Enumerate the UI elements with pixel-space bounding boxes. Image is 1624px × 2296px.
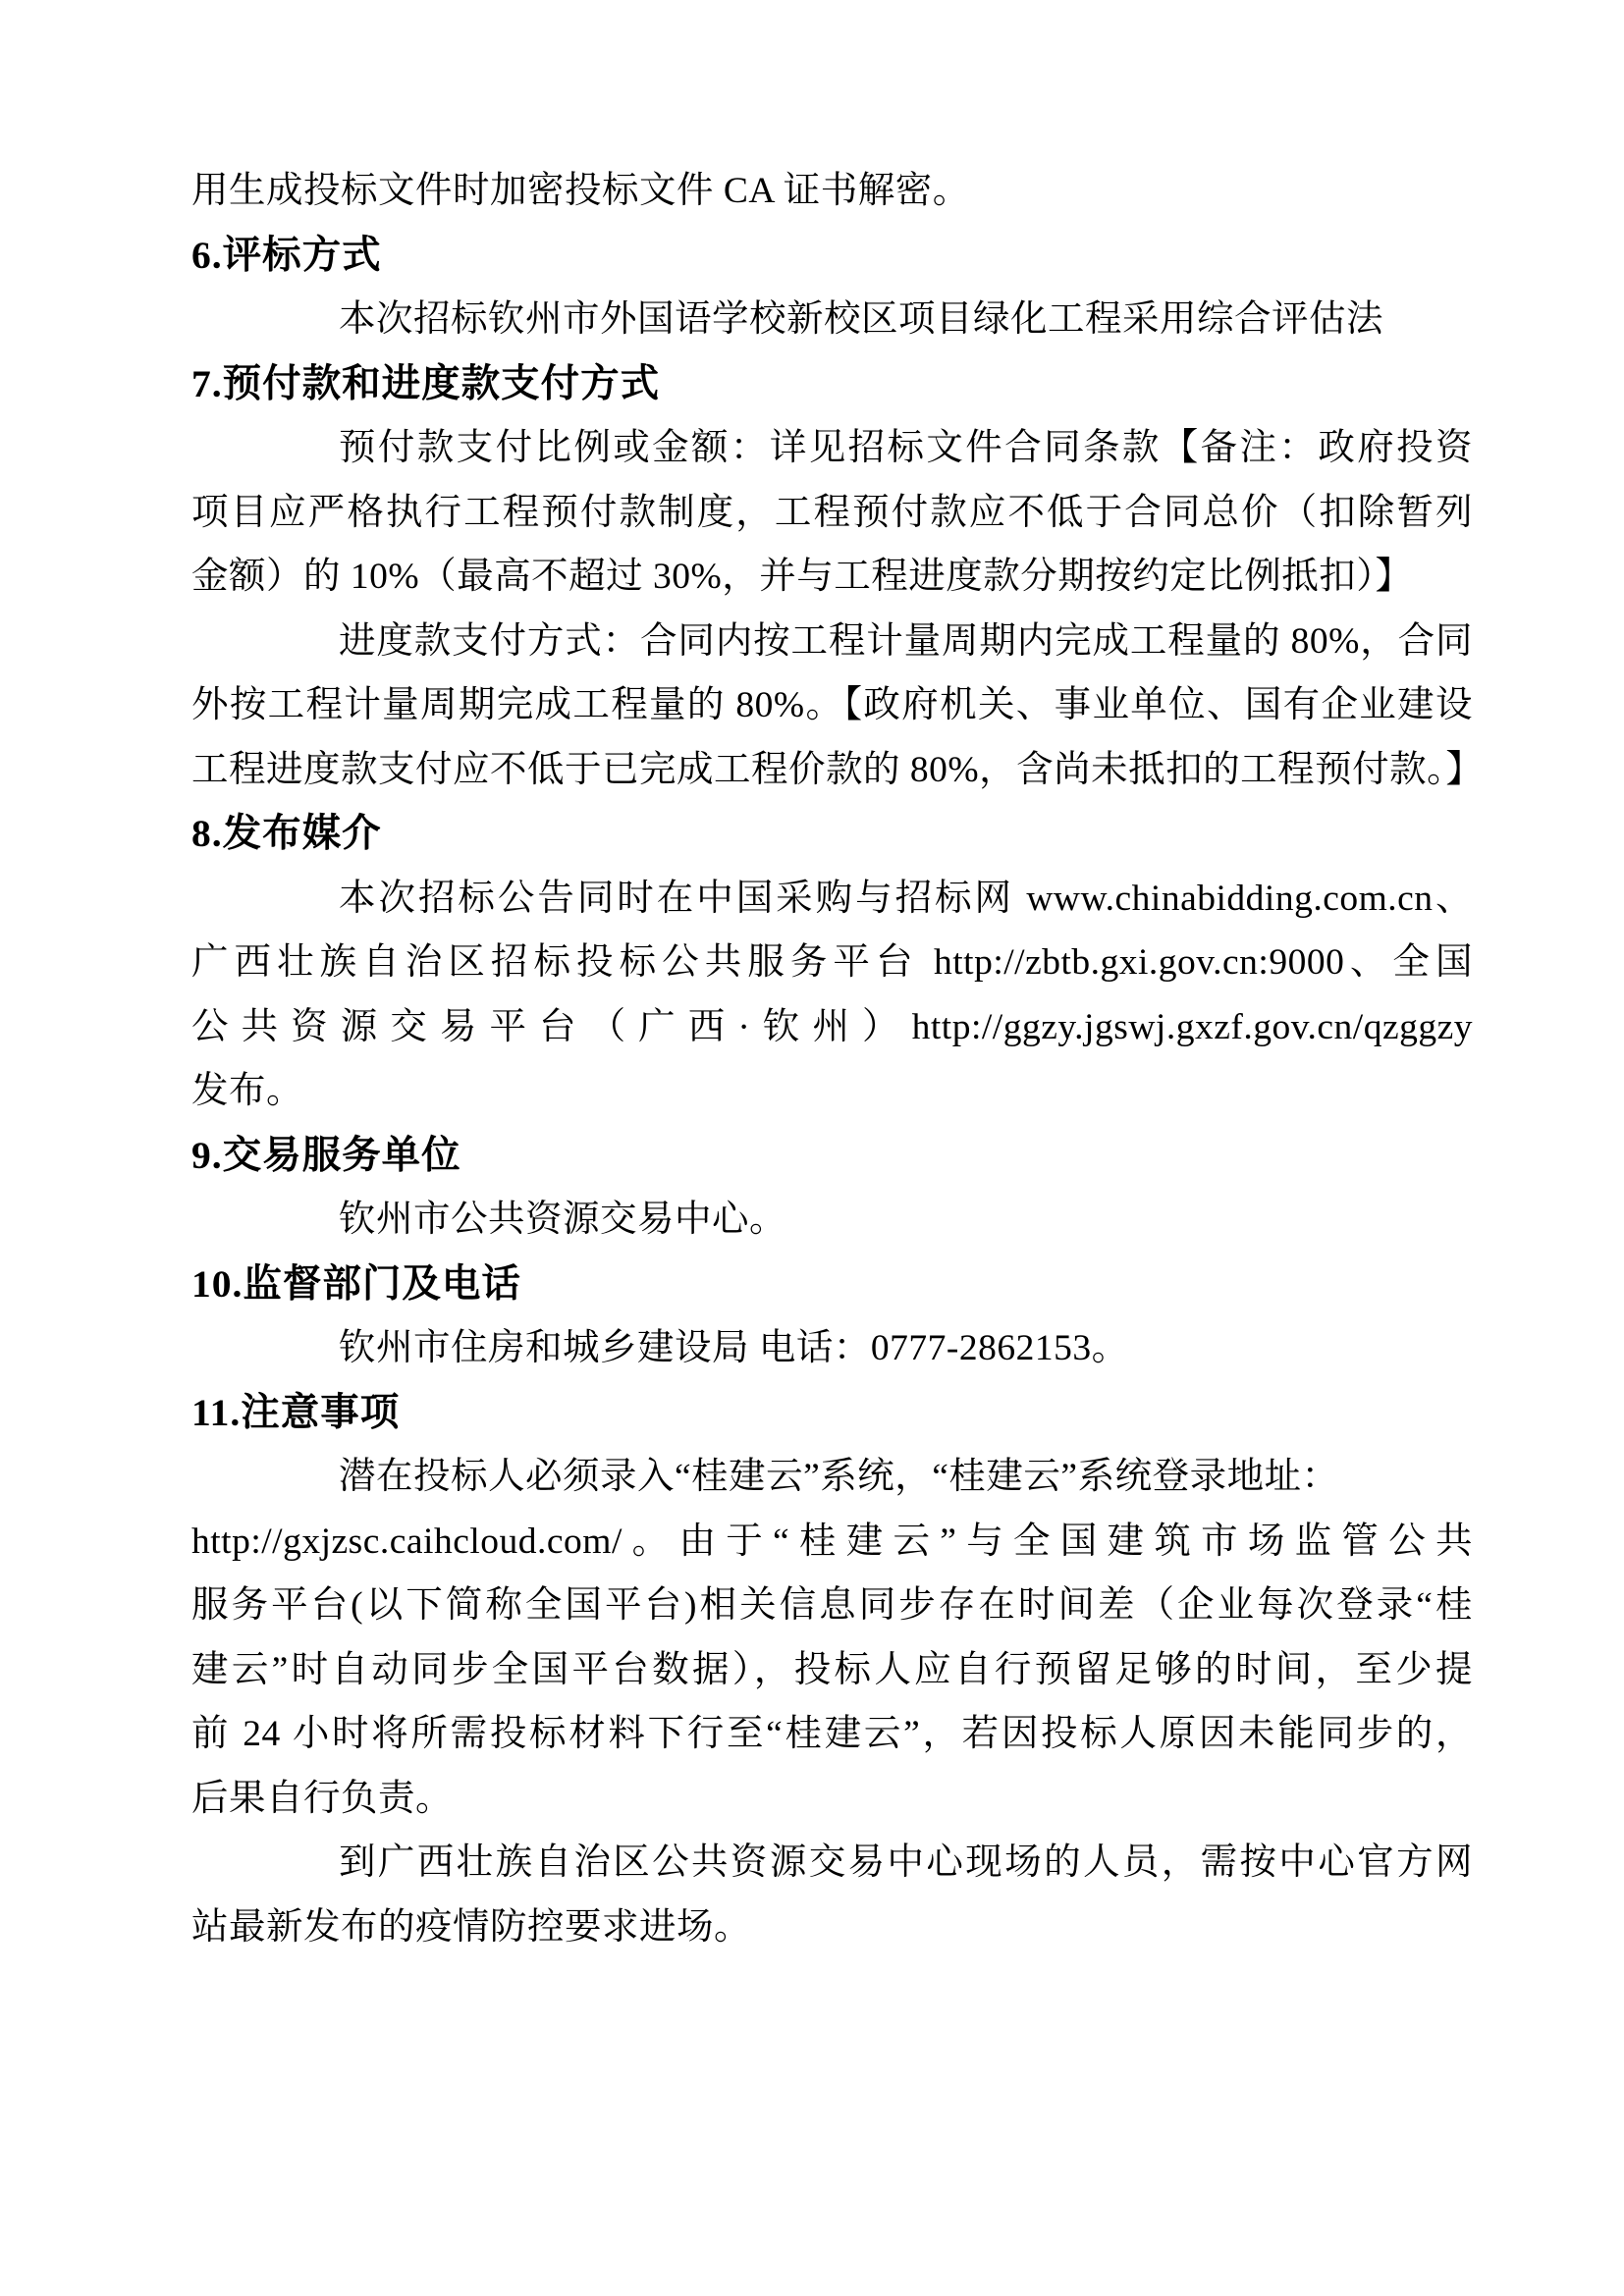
section-heading: 6.评标方式 [191, 233, 382, 277]
body-text-line: 后果自行负责。 [191, 1778, 453, 1819]
body-text-line: 用生成投标文件时加密投标文件 CA 证书解密。 [191, 171, 970, 211]
body-text-line: 金额）的 10%（最高不超过 30%，并与工程进度款分期按约定比例抵扣）】 [191, 557, 1413, 597]
document-content [191, 159, 1484, 1959]
body-text-line: 进度款支付方式：合同内按工程计量周期内完成工程量的 80%，合同 [339, 620, 1473, 662]
body-text-line: 项目应严格执行工程预付款制度，工程预付款应不低于合同总价（扣除暂列 [191, 492, 1473, 533]
body-text-line: 工程进度款支付应不低于已完成工程价款的 80%，含尚未抵扣的工程预付款。】 [191, 749, 1484, 790]
body-text-line: 钦州市住房和城乡建设局 电话：0777-2862153。 [339, 1328, 1129, 1368]
body-text-line: 本次招标公告同时在中国采购与招标网 www.chinabidding.com.cn、 [339, 878, 1473, 919]
section-heading: 8.发布媒介 [191, 812, 382, 855]
section-heading: 7.预付款和进度款支付方式 [191, 361, 661, 405]
body-text-line: 到广西壮族自治区公共资源交易中心现场的人员，需按中心官方网 [339, 1842, 1473, 1883]
body-text-line: 服务平台(以下简称全国平台)相关信息同步存在时间差（企业每次登录“桂 [191, 1585, 1473, 1626]
body-text-line: 本次招标钦州市外国语学校新校区项目绿化工程采用综合评估法 [339, 299, 1383, 340]
section-heading: 11.注意事项 [191, 1390, 401, 1434]
section-heading: 9.交易服务单位 [191, 1133, 461, 1177]
body-text-line: 预付款支付比例或金额：详见招标文件合同条款【备注：政府投资 [339, 428, 1473, 468]
body-text-line: 发布。 [191, 1071, 303, 1111]
body-text-line: 潜在投标人必须录入“桂建云”系统，“桂建云”系统登录地址： [339, 1457, 1339, 1497]
body-text-line: 前 24 小时将所需投标材料下行至“桂建云”，若因投标人原因未能同步的， [191, 1714, 1473, 1754]
body-text-line: 站最新发布的疫情防控要求进场。 [191, 1906, 751, 1948]
section-heading: 10.监督部门及电话 [191, 1261, 521, 1306]
body-text-line: 钦州市公共资源交易中心。 [339, 1200, 786, 1240]
body-text-line: 广西壮族自治区招标投标公共服务平台 http://zbtb.gxi.gov.cn:9000、全国 [191, 942, 1473, 983]
body-text-line: 公共资源交易平台（广西·钦州）http://ggzy.jgswj.gxzf.gov.cn/qzggzy [191, 1006, 1473, 1047]
body-text-line: 建云”时自动同步全国平台数据），投标人应自行预留足够的时间，至少提 [191, 1649, 1473, 1690]
body-text-line: http://gxjzsc.caihcloud.com/。由于“桂建云”与全国建筑市场监管公共 [191, 1521, 1473, 1562]
body-text-line: 外按工程计量周期完成工程量的 80%。【政府机关、事业单位、国有企业建设 [191, 685, 1473, 725]
